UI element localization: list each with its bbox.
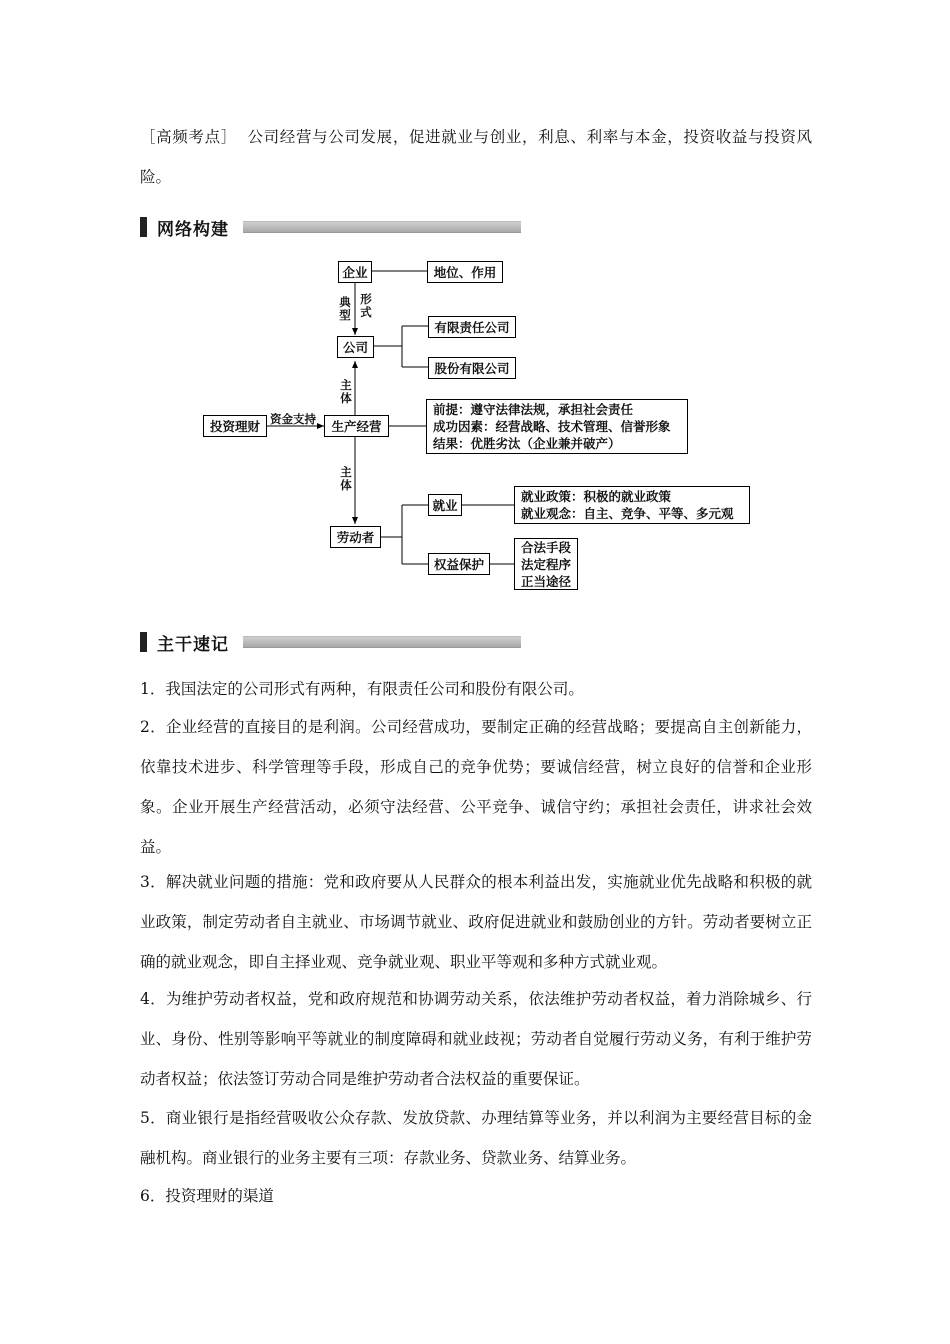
section-title: 网络构建 <box>157 219 229 240</box>
point-1: 1．我国法定的公司形式有两种，有限责任公司和股份有限公司。 <box>140 680 584 698</box>
info-emp-policy: 就业政策：积极的就业政策 <box>521 489 672 504</box>
node-company: 公司 <box>337 336 374 358</box>
node-position-role: 地位、作用 <box>427 261 503 283</box>
point-3: 3．解决就业问题的措施：党和政府要从人民群众的根本利益出发，实施就业优先战略和积极的就业政策，制定劳动者自主就业、市场调节就业、政府促进就业和鼓励创业的方针。劳动者要树立正确的就业观念，即自主择业观、竞争就业观、职业平等观和多种方式就业观。 <box>140 873 812 971</box>
label-typical: 典型 <box>339 295 351 322</box>
section-rule <box>243 636 521 648</box>
info-success: 成功因素：经营战略、技术管理、信誉形象 <box>433 419 671 434</box>
section-bar <box>140 632 147 652</box>
node-llc: 有限责任公司 <box>428 316 516 338</box>
info-result: 结果：优胜劣汰（企业兼并破产） <box>433 436 621 451</box>
intro-tag: ［高频考点］ <box>140 128 237 146</box>
node-invest: 投资理财 <box>203 415 267 437</box>
label-funding: 资金支持 <box>270 412 316 426</box>
point-6: 6．投资理财的渠道 <box>140 1187 274 1205</box>
point-2: 2．企业经营的直接目的是利润。公司经营成功，要制定正确的经营战略；要提高自主创新能力，依靠技术进步、科学管理等手段，形成自己的竞争优势；要诚信经营，树立良好的信誉和企业形象。企业开展生产经营活动，必须守法经营、公平竞争、诚信守约；承担社会责任，讲求社会效益。 <box>140 718 812 856</box>
label-subject-upper: 主体 <box>340 378 352 405</box>
point-5: 5．商业银行是指经营吸收公众存款、发放贷款、办理结算等业务，并以利润为主要经营目标的金融机构。商业银行的业务主要有三项：存款业务、贷款业务、结算业务。 <box>140 1109 812 1167</box>
label-form: 形式 <box>360 292 372 319</box>
node-rights-means <box>514 538 578 590</box>
point-4: 4．为维护劳动者权益，党和政府规范和协调劳动关系，依法维护劳动者权益，着力消除城乡、行业、身份、性别等影响平等就业的制度障碍和就业歧视；劳动者自觉履行劳动义务，有利于维护劳动者权益；依法签订劳动合同是维护劳动者合法权益的重要保证。 <box>140 990 812 1088</box>
intro-text: 公司经营与公司发展，促进就业与创业，利息、利率与本金，投资收益与投资风险。 <box>140 128 812 186</box>
node-employment-info <box>514 486 750 524</box>
node-joint-stock: 股份有限公司 <box>428 357 516 379</box>
node-laborer: 劳动者 <box>330 526 381 548</box>
node-production: 生产经营 <box>324 415 389 437</box>
label-subject-lower: 主体 <box>340 465 352 492</box>
means-legal: 合法手段 <box>521 539 572 555</box>
means-proper: 正当途径 <box>521 573 572 589</box>
info-emp-view: 就业观念：自主、竞争、平等、多元观 <box>521 506 734 521</box>
node-rights: 权益保护 <box>428 553 490 575</box>
section-heading-summary <box>140 630 521 654</box>
info-premise: 前提：遵守法律法规，承担社会责任 <box>433 402 634 417</box>
diagram-connectors <box>0 0 950 620</box>
node-production-info <box>426 399 688 454</box>
means-procedure: 法定程序 <box>521 556 572 572</box>
node-enterprise: 企业 <box>338 261 372 283</box>
node-employment: 就业 <box>428 494 462 516</box>
section-title: 主干速记 <box>157 634 229 655</box>
